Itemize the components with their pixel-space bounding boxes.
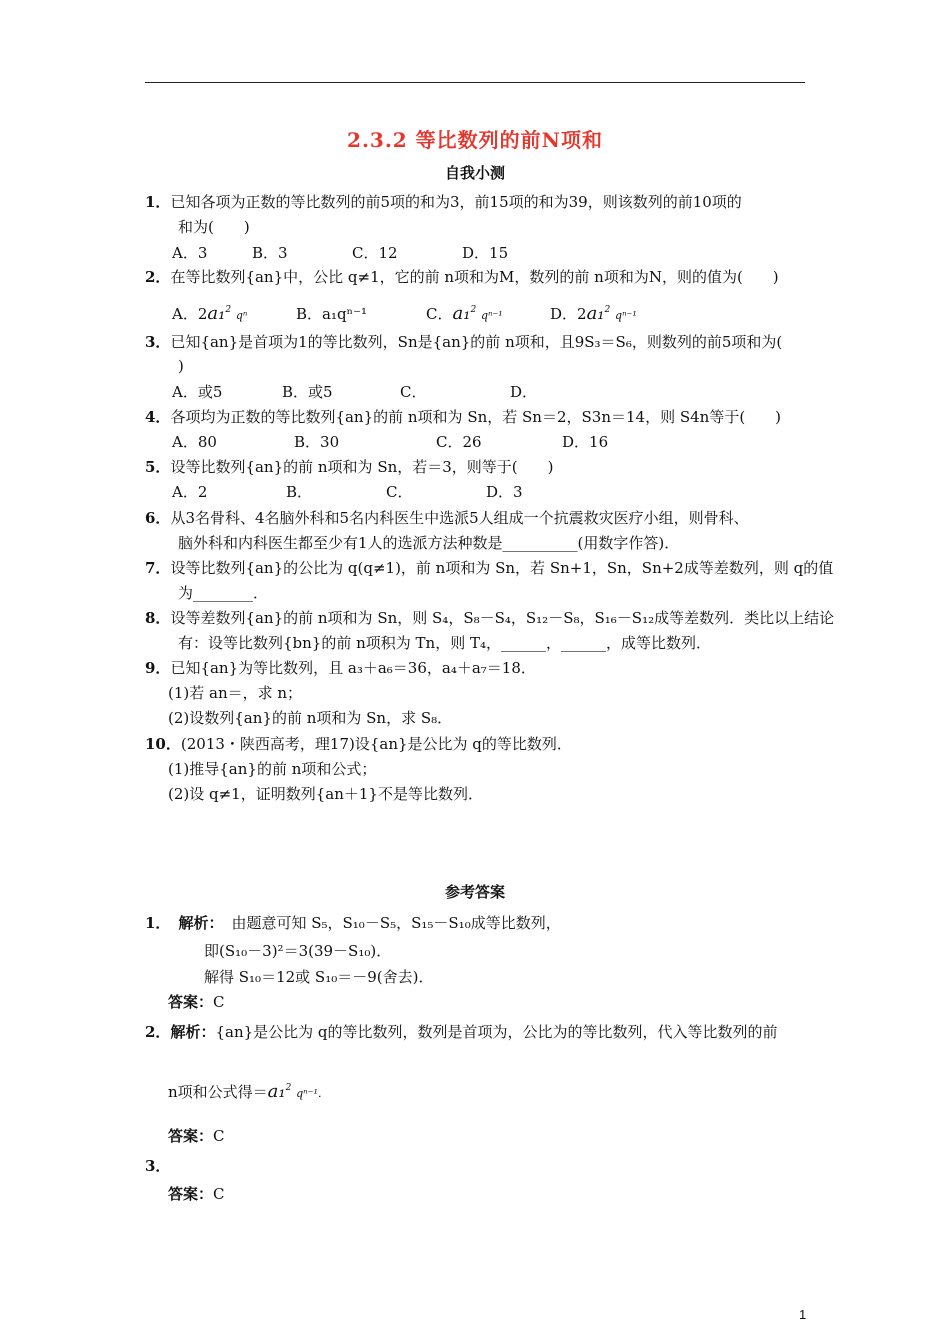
question-1 <box>145 192 742 212</box>
question-text: 已知{an}是首项为1的等比数列，Sn是{an}的前 n项和，且9S₃＝S₆，则数列的前5项和为( <box>170 333 783 351</box>
analysis-text: {an}是公比为 q的等比数列，数列是首项为，公比为的等比数列，代入等比数列的前 <box>215 1023 778 1041</box>
options-row <box>172 482 523 502</box>
option-d: D．3 <box>486 483 523 501</box>
question-text: 在等比数列{an}中，公比 q≠1，它的前 n项和为M，数列的前 n项和为N，则的值为( ) <box>170 268 779 286</box>
question-8 <box>145 608 834 628</box>
question-number: 10． <box>145 735 181 753</box>
option-b: B．a₁qⁿ⁻¹ <box>296 305 368 323</box>
answer-line <box>168 1184 225 1204</box>
question-text: 各项均为正数的等比数列{an}的前 n项和为 Sn，若 Sn＝2，S3n＝14，则 S4n等于( ) <box>170 408 782 426</box>
answer-1 <box>145 913 561 933</box>
option-c: C．26 <box>436 433 482 451</box>
answers-heading: 参考答案 <box>444 883 505 901</box>
answer-line <box>168 992 225 1012</box>
question-text: 设等差数列{an}的前 n项和为 Sn，则 S₄，S₈－S₄，S₁₂－S₈，S₁₆－S₁₂成等差数列．类比以上结论 <box>170 609 835 627</box>
page-title: 2.3.2 等比数列的前N项和 <box>347 128 603 152</box>
answer-label: 答案： <box>168 1185 214 1203</box>
answer-value: C <box>213 1127 225 1145</box>
question-text: 设等比数列{an}的前 n项和为 Sn，若＝3，则等于( ) <box>170 458 554 476</box>
answer-number: 3． <box>145 1157 171 1175</box>
question-number: 7． <box>145 559 171 577</box>
analysis-text-cont: n项和公式得＝a₁$^2$ qⁿ⁻¹． <box>168 1081 329 1102</box>
option-b: B． <box>286 483 313 501</box>
option-b: B．30 <box>294 433 340 451</box>
question-10 <box>145 734 572 754</box>
math-a1: a₁ <box>267 1081 286 1102</box>
option-d: D．16 <box>562 433 609 451</box>
option-b: B．3 <box>252 244 288 262</box>
question-2 <box>145 267 779 287</box>
answer-number: 2． <box>145 1023 171 1041</box>
options-row <box>172 432 608 452</box>
question-text-cont: 和为( ) <box>178 218 250 236</box>
answer-line <box>168 1126 225 1146</box>
math-a1: a₁ <box>207 303 226 324</box>
question-text-cont: 有：设等比数列{bn}的前 n项积为 Tn，则 T₄，______，______，成等比数列． <box>178 634 712 652</box>
question-subpart: (2)设数列{an}的前 n项和为 Sn，求 S₈． <box>168 709 453 727</box>
option-c: C．a₁$^2$ qⁿ⁻¹ <box>426 303 503 324</box>
question-3 <box>145 332 782 352</box>
question-text: 已知{an}为等比数列，且 a₃＋a₆＝36，a₄＋a₇＝18． <box>170 659 536 677</box>
answer-3 <box>145 1156 170 1176</box>
section-heading: 自我小测 <box>444 164 505 182</box>
question-number: 3． <box>145 333 171 351</box>
option-d: D．15 <box>462 244 509 262</box>
question-text: (2013・陕西高考，理17)设{an}是公比为 q的等比数列． <box>180 735 572 753</box>
option-c: C． <box>400 383 427 401</box>
question-text-cont: 脑外科和内科医生都至少有1人的选派方法种数是__________(用数字作答)． <box>178 534 680 552</box>
question-5 <box>145 457 554 477</box>
analysis-text-cont: 即(S₁₀－3)²＝3(39－S₁₀)． <box>204 942 392 960</box>
question-subpart: (2)设 q≠1，证明数列{an＋1}不是等比数列． <box>168 785 483 803</box>
question-number: 8． <box>145 609 171 627</box>
question-text: 设等比数列{an}的公比为 q(q≠1)，前 n项和为 Sn，若 Sn+1，Sn，Sn+2成等差数列，则 q的值 <box>170 559 834 577</box>
question-number: 5． <box>145 458 171 476</box>
question-number: 2． <box>145 268 171 286</box>
option-b: B．或5 <box>282 383 333 401</box>
question-number: 9． <box>145 659 171 677</box>
question-6 <box>145 508 749 528</box>
analysis-text-cont: 解得 S₁₀＝12或 S₁₀＝－9(舍去)． <box>204 968 434 986</box>
question-9 <box>145 658 536 678</box>
question-number: 1． <box>145 193 171 211</box>
options-row <box>172 382 537 402</box>
answer-number: 1． <box>145 914 171 932</box>
question-text-cont: 为________． <box>178 584 269 602</box>
options-row <box>172 243 508 263</box>
question-4 <box>145 407 781 427</box>
question-number: 4． <box>145 408 171 426</box>
answer-2 <box>145 1022 778 1042</box>
option-a: A．2a₁$^2$ qⁿ <box>172 303 248 324</box>
option-c: C．12 <box>352 244 398 262</box>
analysis-label: 解析： <box>170 1023 216 1041</box>
answer-label: 答案： <box>168 993 214 1011</box>
answer-label: 答案： <box>168 1127 214 1145</box>
question-text: 从3名骨科、4名脑外科和5名内科医生中选派5人组成一个抗震救灾医疗小组，则骨科、 <box>170 509 749 527</box>
question-number: 6． <box>145 509 171 527</box>
option-a: A．或5 <box>172 383 223 401</box>
page-number: 1 <box>799 1307 807 1322</box>
answer-value: C <box>213 1185 225 1203</box>
question-text: 已知各项为正数的等比数列的前5项的和为3，前15项的和为39，则该数列的前10项的 <box>170 193 742 211</box>
answer-value: C <box>213 993 225 1011</box>
analysis-text: 由题意可知 S₅，S₁₀－S₅，S₁₅－S₁₀成等比数列， <box>231 914 561 932</box>
option-a: A．80 <box>172 433 217 451</box>
analysis-label: 解析： <box>178 914 224 932</box>
option-a: A．3 <box>172 244 208 262</box>
question-subpart: (1)推导{an}的前 n项和公式； <box>168 760 377 778</box>
question-text-cont: ) <box>178 357 184 375</box>
question-7 <box>145 558 833 578</box>
top-rule <box>145 82 805 83</box>
option-d: D．2a₁$^2$ qⁿ⁻¹ <box>550 303 637 324</box>
option-d: D． <box>510 383 538 401</box>
option-a: A．2 <box>172 483 208 501</box>
question-subpart: (1)若 an＝，求 n； <box>168 684 303 702</box>
options-row <box>172 300 637 326</box>
option-c: C． <box>386 483 413 501</box>
